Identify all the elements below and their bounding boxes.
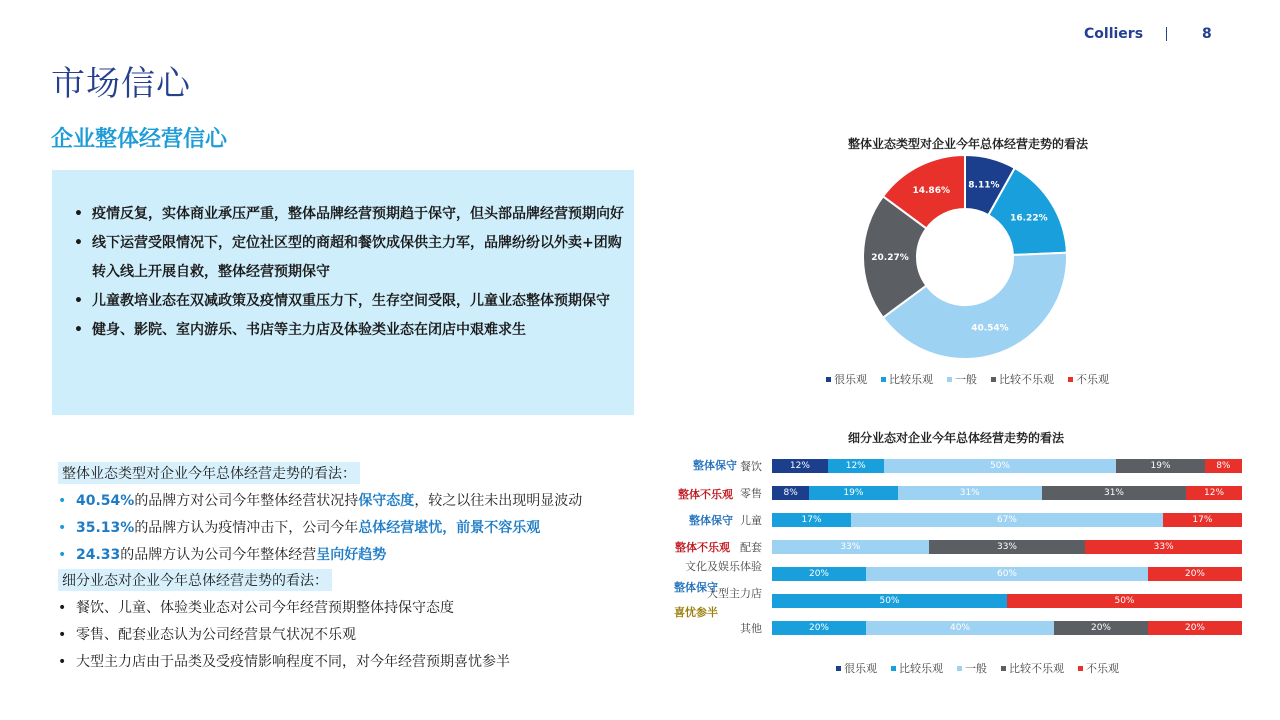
bar-segment-neutral: 60% (866, 567, 1148, 581)
legend-item-neutral (947, 371, 977, 387)
legend-swatch (891, 666, 896, 671)
bar-segment-very-optimistic: 8% (772, 486, 809, 500)
category-tag: 整体保守 (689, 514, 733, 527)
legend-label: 很乐观 (844, 662, 877, 675)
highlight-item: • 健身、影院、室内游乐、书店等主力店及体验类业态在闭店中艰难求生 (74, 316, 624, 345)
bar-segment-very-pessimistic: 8% (1205, 459, 1242, 473)
legend-item-very-pessimistic (1068, 371, 1109, 387)
bar-segment-optimistic: 20% (772, 621, 866, 635)
bar-row (772, 540, 1242, 554)
legend-label: 比较乐观 (889, 373, 933, 386)
summary-item (58, 651, 510, 671)
bullet: • (58, 547, 67, 563)
summary-text: ，较之以往未出现明显波动 (414, 493, 583, 509)
bullet: • (58, 520, 67, 536)
category-label: 大型主力店 (707, 587, 762, 600)
legend-label: 比较不乐观 (999, 373, 1054, 386)
legend-item-optimistic (881, 371, 933, 387)
donut-data-label: 14.86% (912, 186, 950, 197)
summary-emphasis: 保守态度 (358, 493, 415, 509)
bar-segment-optimistic: 19% (809, 486, 897, 500)
category-tag: 整体保守 (674, 581, 718, 594)
bar-segment-very-pessimistic: 17% (1163, 513, 1242, 527)
legend-label: 很乐观 (834, 373, 867, 386)
bar-segment-very-pessimistic: 20% (1148, 567, 1242, 581)
page-title: 市场信心 (51, 64, 191, 104)
bar-segment-pessimistic: 20% (1054, 621, 1148, 635)
summary-item (58, 517, 540, 537)
bullet: • (58, 627, 67, 643)
donut-data-label: 8.11% (968, 180, 1000, 191)
section-subtitle: 企业整体经营信心 (51, 127, 228, 152)
legend-label: 比较乐观 (899, 662, 943, 675)
summary-percent: 24.33 (76, 547, 121, 563)
bar-row (772, 486, 1242, 500)
bar-segment-neutral: 33% (772, 540, 929, 554)
bar-row (772, 594, 1242, 608)
bar-segment-neutral: 31% (898, 486, 1042, 500)
bar-segment-very-pessimistic: 50% (1007, 594, 1242, 608)
bar-chart-legend (836, 660, 1119, 676)
summary-text: 的品牌方认为公司今年整体经营 (120, 547, 317, 563)
bar-segment-pessimistic: 33% (929, 540, 1086, 554)
bar-segment-optimistic: 50% (772, 594, 1007, 608)
header-separator (1166, 27, 1167, 41)
legend-item-neutral (957, 660, 987, 676)
donut-chart-title: 整体业态类型对企业今年总体经营走势的看法 (848, 137, 1089, 151)
bar-segment-optimistic: 17% (772, 513, 851, 527)
category-tag: 整体不乐观 (675, 541, 730, 554)
legend-item-very-pessimistic (1078, 660, 1119, 676)
highlight-item: • 疫情反复，实体商业承压严重，整体品牌经营预期趋于保守，但头部品牌经营预期向好 (74, 200, 624, 229)
category-tag: 整体不乐观 (678, 488, 733, 501)
summary-heading-overall: 整体业态类型对企业今年总体经营走势的看法： (58, 462, 360, 484)
bar-segment-very-pessimistic: 33% (1085, 540, 1242, 554)
bar-chart-title: 细分业态对企业今年总体经营走势的看法 (848, 431, 1065, 445)
legend-swatch (836, 666, 841, 671)
donut-data-label: 16.22% (1010, 213, 1048, 224)
legend-swatch (957, 666, 962, 671)
bar-segment-very-pessimistic: 12% (1186, 486, 1242, 500)
bullet: • (58, 493, 67, 509)
legend-label: 比较不乐观 (1009, 662, 1064, 675)
bar-segment-pessimistic: 19% (1116, 459, 1204, 473)
summary-text: 的品牌方认为疫情冲击下，公司今年 (134, 520, 359, 536)
legend-swatch (1068, 377, 1073, 382)
category-tag: 喜忧参半 (674, 606, 718, 619)
bullet: • (58, 654, 67, 670)
bar-row (772, 567, 1242, 581)
legend-swatch (881, 377, 886, 382)
page-number: 8 (1202, 26, 1212, 42)
summary-text: 的品牌方对公司今年整体经营状况持 (134, 493, 359, 509)
legend-label: 一般 (965, 662, 987, 675)
legend-item-pessimistic (1001, 660, 1064, 676)
legend-swatch (1078, 666, 1083, 671)
donut-chart (860, 152, 1070, 362)
bar-segment-neutral: 40% (866, 621, 1054, 635)
category-label: 文化及娱乐体验 (685, 560, 762, 573)
summary-percent: 35.13% (76, 520, 135, 536)
summary-text: 餐饮、儿童、体验类业态对公司今年经营预期整体持保守态度 (76, 600, 454, 616)
summary-emphasis: 呈向好趋势 (316, 547, 387, 563)
highlight-item: • 儿童教培业态在双减政策及疫情双重压力下，生存空间受限，儿童业态整体预期保守 (74, 287, 624, 316)
brand-logo: Colliers (1084, 26, 1144, 42)
bar-segment-very-optimistic: 12% (772, 459, 828, 473)
bar-segment-very-pessimistic: 20% (1148, 621, 1242, 635)
highlights-list (52, 170, 634, 345)
summary-heading-segments: 细分业态对企业今年总体经营走势的看法： (58, 569, 332, 591)
donut-chart-legend (826, 371, 1109, 387)
legend-swatch (991, 377, 996, 382)
legend-item-very-optimistic (826, 371, 867, 387)
category-label: 餐饮 (740, 460, 762, 473)
bar-row (772, 621, 1242, 635)
category-tag: 整体保守 (693, 459, 737, 472)
legend-item-optimistic (891, 660, 943, 676)
highlights-box (52, 170, 634, 415)
category-label: 儿童 (740, 514, 762, 527)
bar-row (772, 459, 1242, 473)
summary-emphasis: 总体经营堪忧，前景不容乐观 (358, 520, 541, 536)
summary-percent: 40.54% (76, 493, 135, 509)
highlight-item: • 线下运营受限情况下，定位社区型的商超和餐饮成保供主力军，品牌纷纷以外卖+团购转入线上开展自救，整体经营预期保守 (74, 229, 624, 287)
legend-label: 不乐观 (1086, 662, 1119, 675)
category-label: 配套 (740, 541, 762, 554)
bullet: • (58, 600, 67, 616)
legend-item-very-optimistic (836, 660, 877, 676)
summary-item (58, 624, 356, 644)
legend-swatch (1001, 666, 1006, 671)
legend-swatch (947, 377, 952, 382)
donut-data-label: 20.27% (871, 252, 909, 263)
bar-row (772, 513, 1242, 527)
bar-segment-optimistic: 12% (828, 459, 884, 473)
legend-swatch (826, 377, 831, 382)
category-label: 零售 (740, 487, 762, 500)
bar-segment-pessimistic: 31% (1042, 486, 1186, 500)
bar-segment-neutral: 67% (851, 513, 1163, 527)
bar-segment-optimistic: 20% (772, 567, 866, 581)
legend-label: 一般 (955, 373, 977, 386)
summary-item (58, 597, 454, 617)
summary-text: 大型主力店由于品类及受疫情影响程度不同，对今年经营预期喜忧参半 (76, 654, 510, 670)
legend-item-pessimistic (991, 371, 1054, 387)
legend-label: 不乐观 (1076, 373, 1109, 386)
donut-data-label: 40.54% (971, 323, 1009, 334)
bar-segment-neutral: 50% (884, 459, 1117, 473)
summary-text: 零售、配套业态认为公司经营景气状况不乐观 (76, 627, 356, 643)
category-label: 其他 (740, 622, 762, 635)
summary-item (58, 490, 582, 510)
summary-item (58, 544, 386, 564)
